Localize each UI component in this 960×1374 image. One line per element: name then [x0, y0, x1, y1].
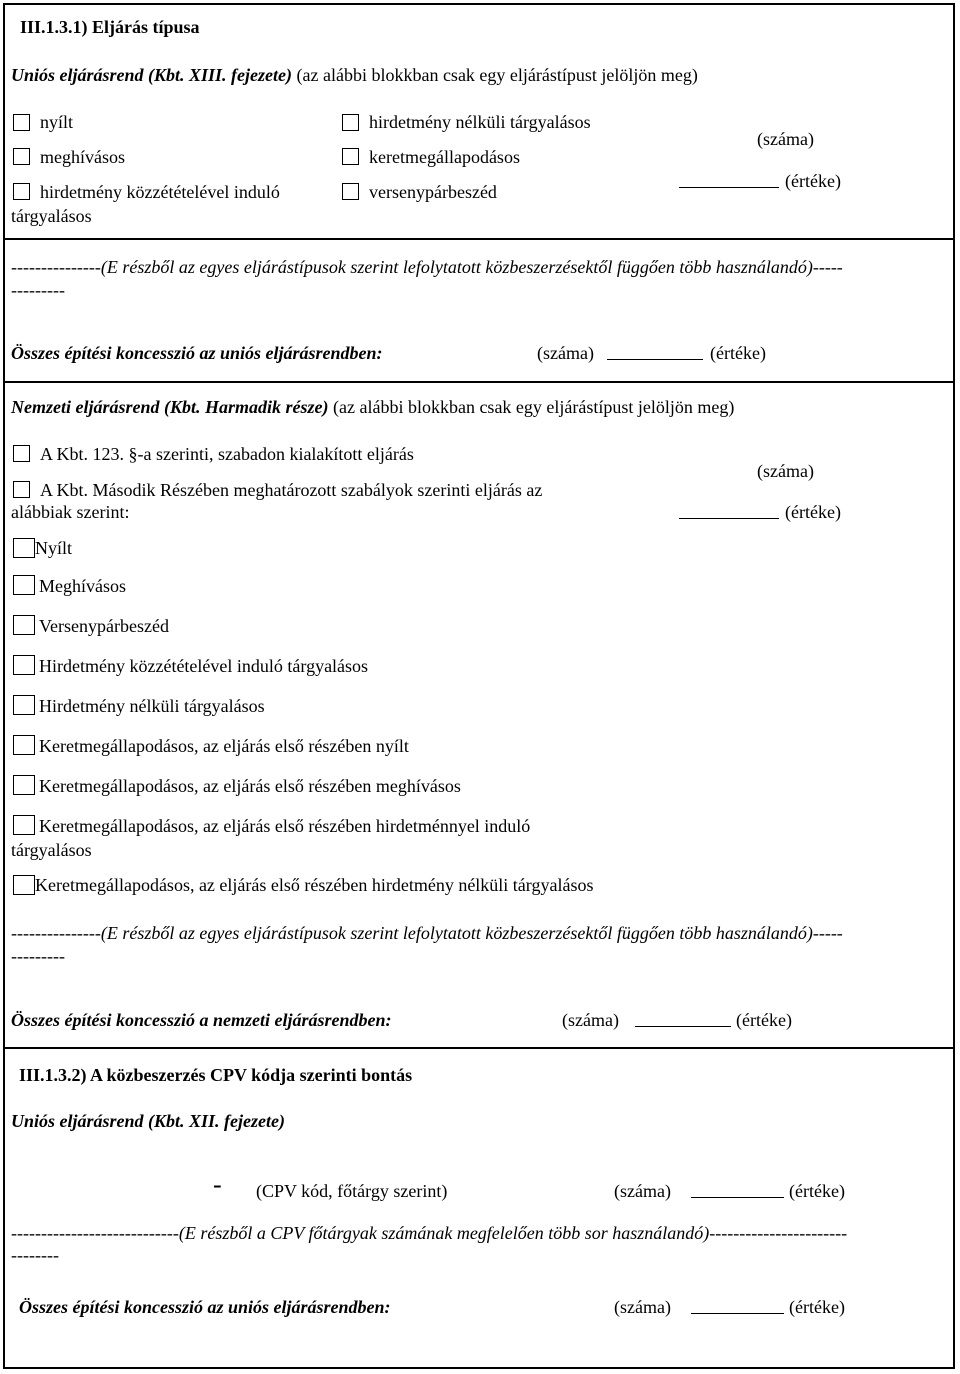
- national-procedure-label: Nemzeti eljárásrend (Kbt. Harmadik része): [11, 397, 329, 417]
- checkbox-nat-keret-meghivasos[interactable]: [13, 775, 35, 795]
- repeat-note: ---------------(E részből az egyes eljárástípusok szerint lefolytatott közbeszerzésektől függően több használandó)-----: [11, 257, 843, 277]
- checkbox-nat-hirdetmeny-kozzetetelevel[interactable]: [13, 655, 35, 675]
- checkbox-hirdetmeny-nelkuli[interactable]: [342, 114, 359, 131]
- label-kbt-123: A Kbt. 123. §-a szerinti, szabadon kialakított eljárás: [40, 444, 414, 464]
- checkbox-kbt-masodik-resz[interactable]: [13, 481, 30, 498]
- szama-label: (száma): [757, 129, 814, 149]
- label-nat-meghivasos: Meghívásos: [39, 576, 126, 596]
- checkbox-versenyparbeszed[interactable]: [342, 183, 359, 200]
- form-page: [3, 3, 955, 1369]
- label-nat-keret-nyilt: Keretmegállapodásos, az eljárás első részében nyílt: [39, 736, 409, 756]
- label-nyilt: nyílt: [40, 112, 74, 132]
- checkbox-keretmegallapodasos[interactable]: [342, 148, 359, 165]
- erteke-label: (értéke): [785, 502, 841, 522]
- label-nat-hirdetmeny-nelkuli: Hirdetmény nélküli tárgyalásos: [39, 696, 265, 716]
- label-versenyparbeszed: versenypárbeszéd: [369, 182, 497, 202]
- label-nat-keret-hirdetmennyel-cont: tárgyalásos: [11, 840, 92, 860]
- szama-label: (száma): [757, 461, 814, 481]
- checkbox-hirdetmeny-kozzetetelevel[interactable]: [13, 183, 30, 200]
- label-nat-versenyparbeszed: Versenypárbeszéd: [39, 616, 169, 636]
- total-cpv-eu-szama: (száma): [614, 1297, 671, 1317]
- erteke-blank[interactable]: [679, 518, 779, 519]
- eu-procedure-label: Uniós eljárásrend (Kbt. XIII. fejezete): [11, 65, 292, 85]
- label-hirdetmeny-nelkuli: hirdetmény nélküli tárgyalásos: [369, 112, 591, 132]
- label-nat-nyilt: Nyílt: [35, 538, 73, 558]
- checkbox-nyilt[interactable]: [13, 114, 30, 131]
- checkbox-nat-hirdetmeny-nelkuli[interactable]: [13, 695, 35, 715]
- divider: [3, 1047, 955, 1049]
- eu-procedure-note: (az alábbi blokkban csak egy eljárástípust jelöljön meg): [292, 65, 698, 85]
- checkbox-nat-meghivasos[interactable]: [13, 575, 35, 595]
- total-national-szama: (száma): [562, 1010, 619, 1030]
- label-nat-keret-hirdetmennyel: Keretmegállapodásos, az eljárás első részében hirdetménnyel induló: [39, 816, 531, 836]
- cpv-repeat-note: ----------------------------(E részből a CPV főtárgyak számának megfelelően több sor használandó)-----------------------: [11, 1223, 848, 1243]
- total-cpv-eu-erteke: (értéke): [789, 1297, 845, 1317]
- erteke-label: (értéke): [785, 171, 841, 191]
- checkbox-meghivasos[interactable]: [13, 148, 30, 165]
- cpv-code-label: (CPV kód, főtárgy szerint): [256, 1181, 448, 1201]
- label-kbt-masodik-resz: A Kbt. Második Részében meghatározott szabályok szerinti eljárás az: [40, 480, 543, 500]
- label-meghivasos: meghívásos: [40, 147, 125, 167]
- repeat-note-cont: ---------: [11, 280, 65, 300]
- eu-procedure-line: [11, 64, 698, 86]
- repeat-note: ---------------(E részből az egyes eljárástípusok szerint lefolytatott közbeszerzésektől függően több használandó)-----: [11, 923, 843, 943]
- total-eu-erteke: (értéke): [710, 343, 766, 363]
- label-nat-hirdetmeny-kozzetetelevel: Hirdetmény közzétételével induló tárgyalásos: [39, 656, 369, 676]
- total-national-label: Összes építési koncesszió a nemzeti eljárásrendben:: [11, 1010, 392, 1030]
- label-hirdetmeny-kozzetetelevel: hirdetmény közzétételével induló: [40, 182, 280, 202]
- cpv-eu-label: Uniós eljárásrend (Kbt. XII. fejezete): [11, 1111, 285, 1131]
- erteke-blank[interactable]: [679, 187, 779, 188]
- national-procedure-note: (az alábbi blokkban csak egy eljárástípust jelöljön meg): [328, 397, 735, 417]
- repeat-note-cont: ---------: [11, 946, 65, 966]
- total-eu-szama-blank[interactable]: [607, 359, 703, 360]
- cpv-repeat-note-cont: --------: [11, 1245, 59, 1265]
- checkbox-nat-keret-hirdetmeny-nelkuli[interactable]: [13, 875, 35, 895]
- label-nat-keret-hirdetmeny-nelkuli: Keretmegállapodásos, az eljárás első részében hirdetmény nélküli tárgyalásos: [35, 875, 594, 895]
- checkbox-nat-nyilt[interactable]: [13, 538, 35, 558]
- checkbox-nat-keret-hirdetmennyel[interactable]: [13, 815, 35, 835]
- total-cpv-eu-szama-blank[interactable]: [691, 1313, 784, 1314]
- checkbox-nat-versenyparbeszed[interactable]: [13, 615, 35, 635]
- cpv-dash: -: [213, 1170, 222, 1199]
- checkbox-nat-keret-nyilt[interactable]: [13, 735, 35, 755]
- cpv-erteke: (értéke): [789, 1181, 845, 1201]
- total-national-erteke: (értéke): [736, 1010, 792, 1030]
- total-eu-szama: (száma): [537, 343, 594, 363]
- label-keretmegallapodasos: keretmegállapodásos: [369, 147, 520, 167]
- section-heading-eljaras-tipusa: III.1.3.1) Eljárás típusa: [20, 17, 200, 37]
- divider: [3, 238, 955, 240]
- label-hirdetmeny-kozzetetelevel-cont: tárgyalásos: [11, 206, 92, 226]
- national-procedure-line: [11, 396, 734, 418]
- total-cpv-eu-label: Összes építési koncesszió az uniós eljárásrendben:: [19, 1297, 391, 1317]
- divider: [3, 381, 955, 383]
- checkbox-kbt-123[interactable]: [13, 445, 30, 462]
- cpv-szama-blank[interactable]: [691, 1197, 784, 1198]
- section-heading-cpv: III.1.3.2) A közbeszerzés CPV kódja szerinti bontás: [19, 1065, 413, 1085]
- total-national-szama-blank[interactable]: [635, 1026, 731, 1027]
- label-nat-keret-meghivasos: Keretmegállapodásos, az eljárás első részében meghívásos: [39, 776, 461, 796]
- total-eu-label: Összes építési koncesszió az uniós eljárásrendben:: [11, 343, 383, 363]
- cpv-szama: (száma): [614, 1181, 671, 1201]
- label-kbt-masodik-resz-cont: alábbiak szerint:: [11, 502, 130, 522]
